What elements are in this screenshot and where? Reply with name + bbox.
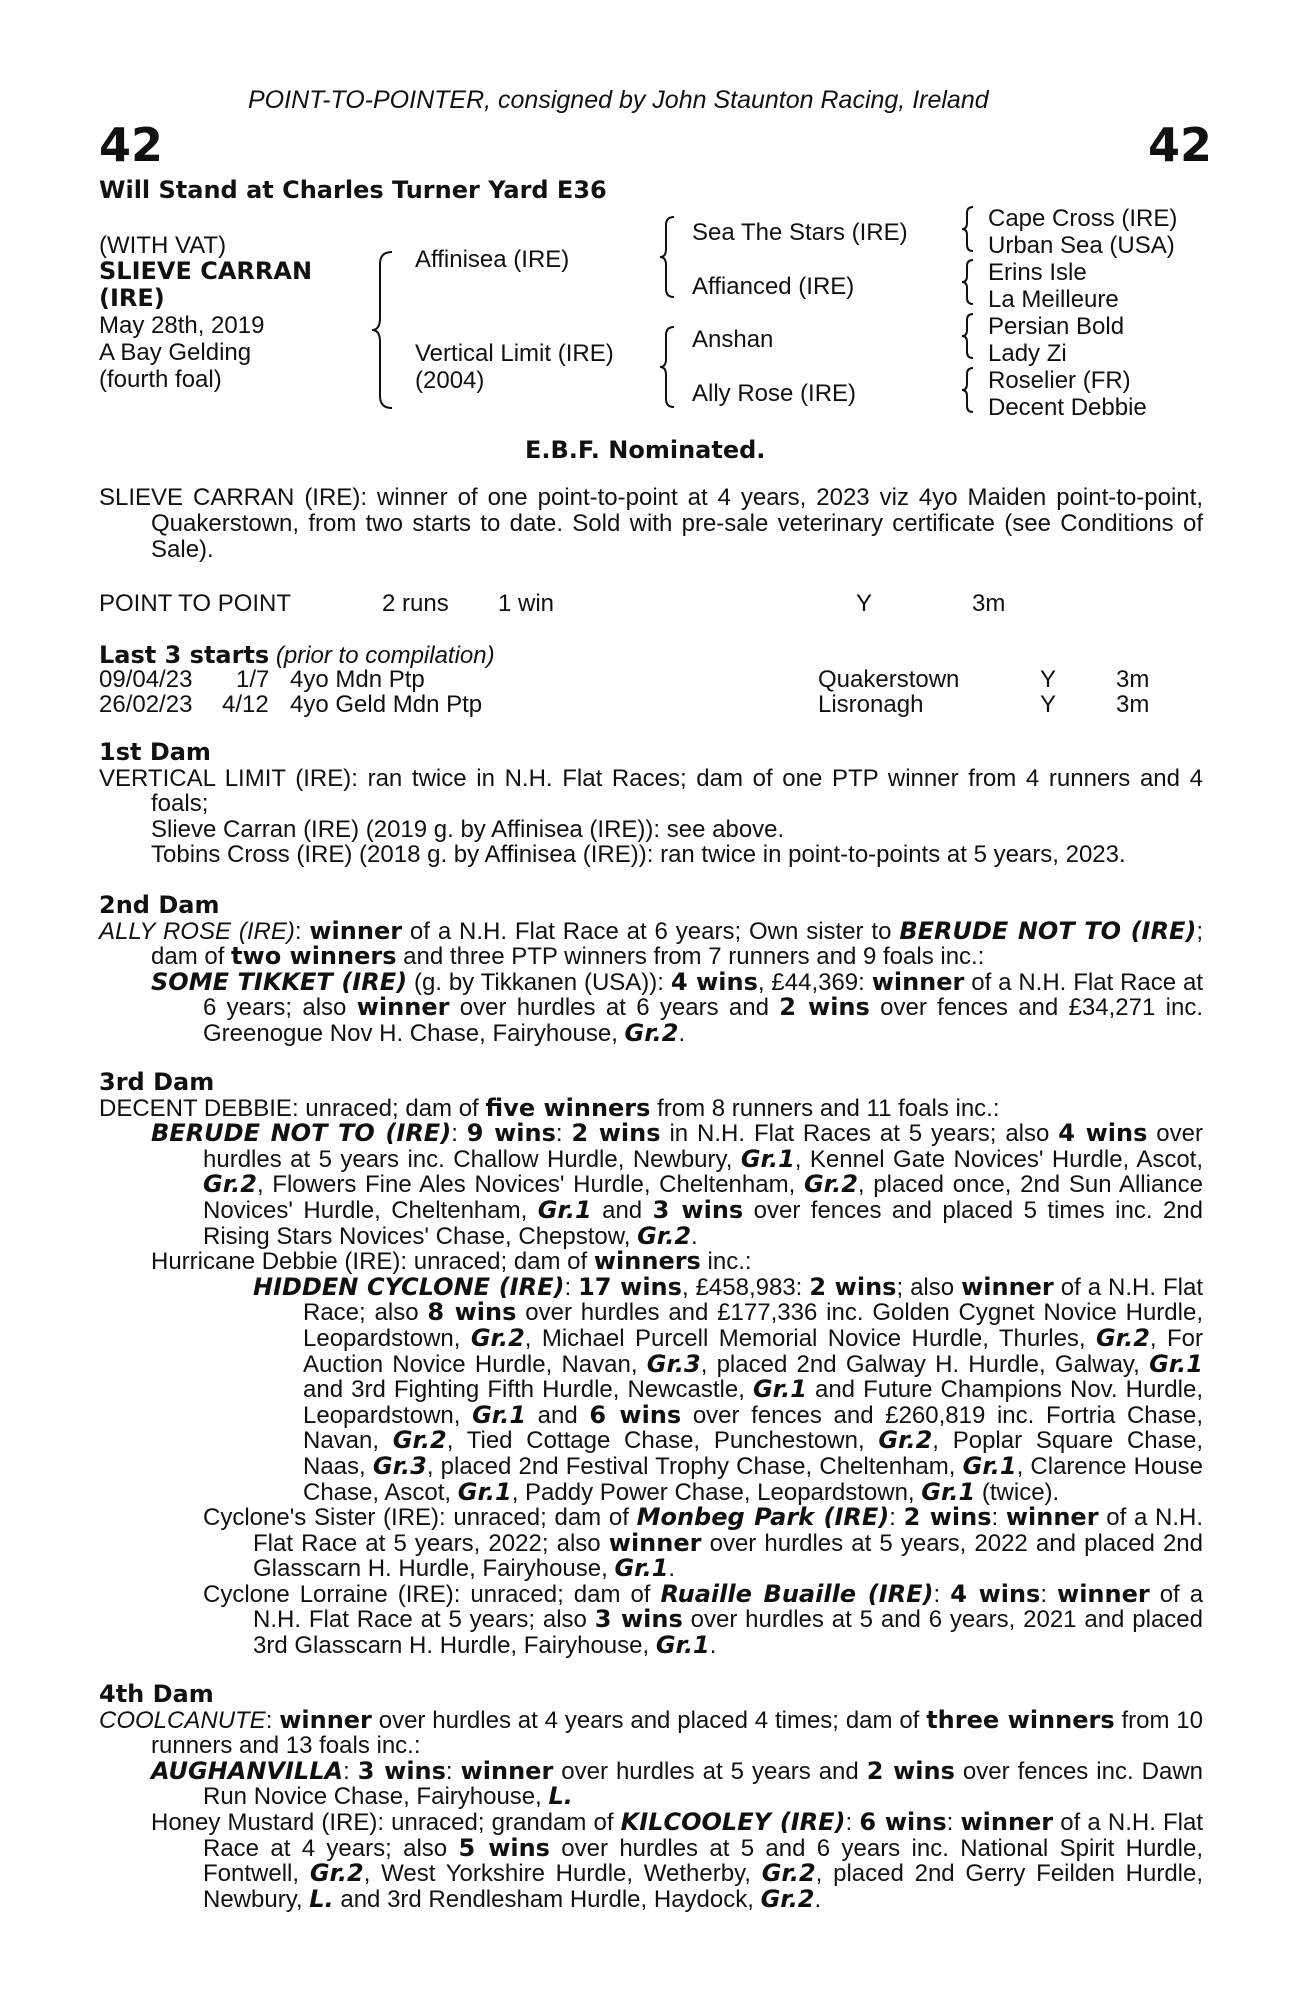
dam-dam: Ally Rose (IRE) — [692, 380, 857, 407]
dam-name: Vertical Limit (IRE) — [415, 340, 614, 367]
pedigree-brace-sire — [658, 215, 678, 300]
progeny-honey-mustard: Honey Mustard (IRE): unraced; grandam of KILCOOLEY (IRE): 6 wins: winner of a N.H. Flat Race at 4 years; also 5 wins over hurdles at 5 and 6 years inc. National Spirit Hurdle, Fontwell, Gr.2, West Yorkshire Hurdle, Wetherby, Gr.2, placed 2nd Gerry Feilden Hurdle, Newbury, L. and 3rd Rendlesham Hurdle, Haydock, Gr.2. — [151, 1807, 1204, 1913]
fourth-dam-heading: 4th Dam — [99, 1680, 214, 1708]
start-date: 09/04/23 — [99, 666, 193, 693]
second-dam-text: ALLY ROSE (IRE): winner of a N.H. Flat Race at 6 years; Own sister to BERUDE NOT TO (IRE); dam of two winners and three PTP winners from 7 runners and 9 foals inc.: — [99, 916, 1204, 971]
vat-status: (WITH VAT) — [99, 232, 227, 259]
progeny-aughanvilla: AUGHANVILLA: 3 wins: winner over hurdles at 5 years and 2 wins over fences inc. Dawn Run Novice Chase, Fairyhouse, L. — [151, 1756, 1203, 1811]
lot-number-left: 42 — [99, 118, 164, 172]
first-dam-section — [99, 740, 1203, 868]
horse-summary: SLIEVE CARRAN (IRE): winner of one point-to-point at 4 years, 2023 viz 4yo Maiden point-to-point, Quakerstown, from two starts to date. Sold with pre-sale veterinary certificate (see Conditions of Sale). — [99, 484, 1203, 563]
horse-name: SLIEVE CARRAN — [99, 257, 313, 285]
start-date: 26/02/23 — [99, 691, 193, 718]
foaling-date: May 28th, 2019 — [99, 312, 265, 339]
pedigree-brace-dam — [658, 325, 678, 410]
ebf-nomination: E.B.F. Nominated. — [525, 436, 766, 464]
fourth-dam-section — [99, 1682, 1203, 1912]
record-wins: 1 win — [498, 590, 555, 617]
first-dam-progeny: Slieve Carran (IRE) (2019 g. by Affinisea (IRE)): see above. — [151, 815, 785, 843]
second-dam-heading: 2nd Dam — [99, 891, 220, 919]
pedigree-brace-dd — [960, 366, 976, 414]
pedigree-brace-ds — [960, 312, 976, 360]
start-going: Y — [1040, 666, 1057, 693]
ggd-3: Lady Zi — [988, 340, 1067, 367]
start-position: 4/12 — [222, 691, 269, 718]
first-dam-text: VERTICAL LIMIT (IRE): ran twice in N.H. Flat Races; dam of one PTP winner from 4 runners and 4 foals; — [99, 764, 1203, 818]
progeny-cyclones-sister: Cyclone's Sister (IRE): unraced; dam of Monbeg Park (IRE): 2 wins: winner of a N.H. Flat Race at 5 years, 2022; also winner over hurdles at 5 years, 2022 and placed 2nd Glasscarn H. Hurdle, Fairyhouse, Gr.1. — [203, 1503, 1204, 1583]
ggs-1: Cape Cross (IRE) — [988, 205, 1178, 232]
record-going: Y — [856, 590, 873, 617]
third-dam-text: DECENT DEBBIE: unraced; dam of five winners from 8 runners and 11 foals inc.: — [99, 1093, 1000, 1122]
stabling-location: Will Stand at Charles Turner Yard E36 — [99, 176, 607, 204]
start-race: 4yo Mdn Ptp — [290, 666, 425, 693]
start-going: Y — [1040, 691, 1057, 718]
ggd-2: La Meilleure — [988, 286, 1119, 313]
start-race: 4yo Geld Mdn Ptp — [290, 691, 483, 718]
record-runs: 2 runs — [382, 590, 449, 617]
consignor-line: POINT-TO-POINTER, consigned by John Staunton Racing, Ireland — [248, 86, 989, 114]
start-course: Quakerstown — [818, 666, 960, 693]
first-dam-progeny: Tobins Cross (IRE) (2018 g. by Affinisea (IRE)): ran twice in point-to-points at 5 years, 2023. — [151, 841, 1126, 869]
dam-sire: Anshan — [692, 326, 774, 353]
pedigree-brace-main — [370, 250, 400, 410]
horse-description: A Bay Gelding — [99, 339, 252, 366]
progeny-berude-not-to: BERUDE NOT TO (IRE): 9 wins: 2 wins in N.H. Flat Races at 5 years; also 4 wins over hurdles at 5 years inc. Challow Hurdle, Newbury, Gr.1, Kennel Gate Novices' Hurdle, Ascot, Gr.2, Flowers Fine Ales Novices' Hurdle, Cheltenham, Gr.2, placed once, 2nd Sun Alliance Novices' Hurdle, Cheltenham, Gr.1 and 3 wins over fences and placed 5 times inc. 2nd Rising Stars Novices' Chase, Chepstow, Gr.2. — [151, 1119, 1204, 1250]
record-distance: 3m — [972, 590, 1006, 617]
sire-dam: Affianced (IRE) — [692, 273, 855, 300]
foal-number: (fourth foal) — [99, 366, 222, 393]
grandprogeny-hidden-cyclone: HIDDEN CYCLONE (IRE): 17 wins, £458,983: 2 wins; also winner of a N.H. Flat Race; also 8 wins over hurdles and £177,336 inc. Golden Cygnet Novice Hurdle, Leopardstown, Gr.2, Michael Purcell Memorial Novice Hurdle, Thurles, Gr.2, For Auction Novice Hurdle, Navan, Gr.3, placed 2nd Galway H. Hurdle, Galway, Gr.1 and 3rd Fighting Fifth Hurdle, Newcastle, Gr.1 and Future Champions Nov. Hurdle, Leopardstown, Gr.1 and 6 wins over fences and £260,819 inc. Fortria Chase, Navan, Gr.2, Tied Cottage Chase, Punchestown, Gr.2, Poplar Square Chase, Naas, Gr.3, placed 2nd Festival Trophy Chase, Cheltenham, Gr.1, Clarence House Chase, Ascot, Gr.1, Paddy Power Chase, Leopardstown, Gr.1 (twice). — [253, 1272, 1204, 1506]
second-dam-progeny: SOME TIKKET (IRE) (g. by Tikkanen (USA)): 4 wins, £44,369: winner of a N.H. Flat Race at 6 years; also winner over hurdles at 6 years and 2 wins over fences and £34,271 inc. Greenogue Nov H. Chase, Fairyhouse, Gr.2. — [151, 967, 1204, 1047]
horse-name-suffix: (IRE) — [99, 284, 165, 312]
record-type: POINT TO POINT — [99, 590, 292, 617]
progeny-hurricane-debbie: Hurricane Debbie (IRE): unraced; dam of winners inc.: — [151, 1247, 752, 1276]
sire-sire: Sea The Stars (IRE) — [692, 219, 908, 246]
ggs-4: Roselier (FR) — [988, 367, 1131, 394]
progeny-cyclone-lorraine: Cyclone Lorraine (IRE): unraced; dam of Ruaille Buaille (IRE): 4 wins: winner of a N.H. Flat Race at 5 years; also 3 wins over hurdles at 5 and 6 years, 2021 and placed 3rd Glasscarn H. Hurdle, Fairyhouse, Gr.1. — [203, 1579, 1204, 1660]
third-dam-heading: 3rd Dam — [99, 1068, 215, 1096]
ggs-2: Erins Isle — [988, 259, 1087, 286]
fourth-dam-text: COOLCANUTE: winner over hurdles at 4 years and placed 4 times; dam of three winners from 10 runners and 13 foals inc.: — [99, 1705, 1204, 1760]
dam-foaled-year: (2004) — [415, 367, 485, 394]
ggd-1: Urban Sea (USA) — [988, 232, 1175, 259]
pedigree-brace-sd — [960, 258, 976, 306]
lot-number-right: 42 — [1148, 118, 1213, 172]
start-distance: 3m — [1116, 666, 1150, 693]
start-position: 1/7 — [236, 666, 270, 693]
second-dam-section — [99, 893, 1203, 1047]
sire-name: Affinisea (IRE) — [415, 246, 570, 273]
ggs-3: Persian Bold — [988, 313, 1125, 340]
first-dam-heading: 1st Dam — [99, 738, 211, 766]
third-dam-section — [99, 1070, 1203, 1659]
start-distance: 3m — [1116, 691, 1150, 718]
last-starts-heading: Last 3 starts (prior to compilation) — [99, 641, 495, 669]
ggd-4: Decent Debbie — [988, 394, 1147, 421]
pedigree-brace-ss — [960, 205, 976, 253]
start-course: Lisronagh — [818, 691, 924, 718]
